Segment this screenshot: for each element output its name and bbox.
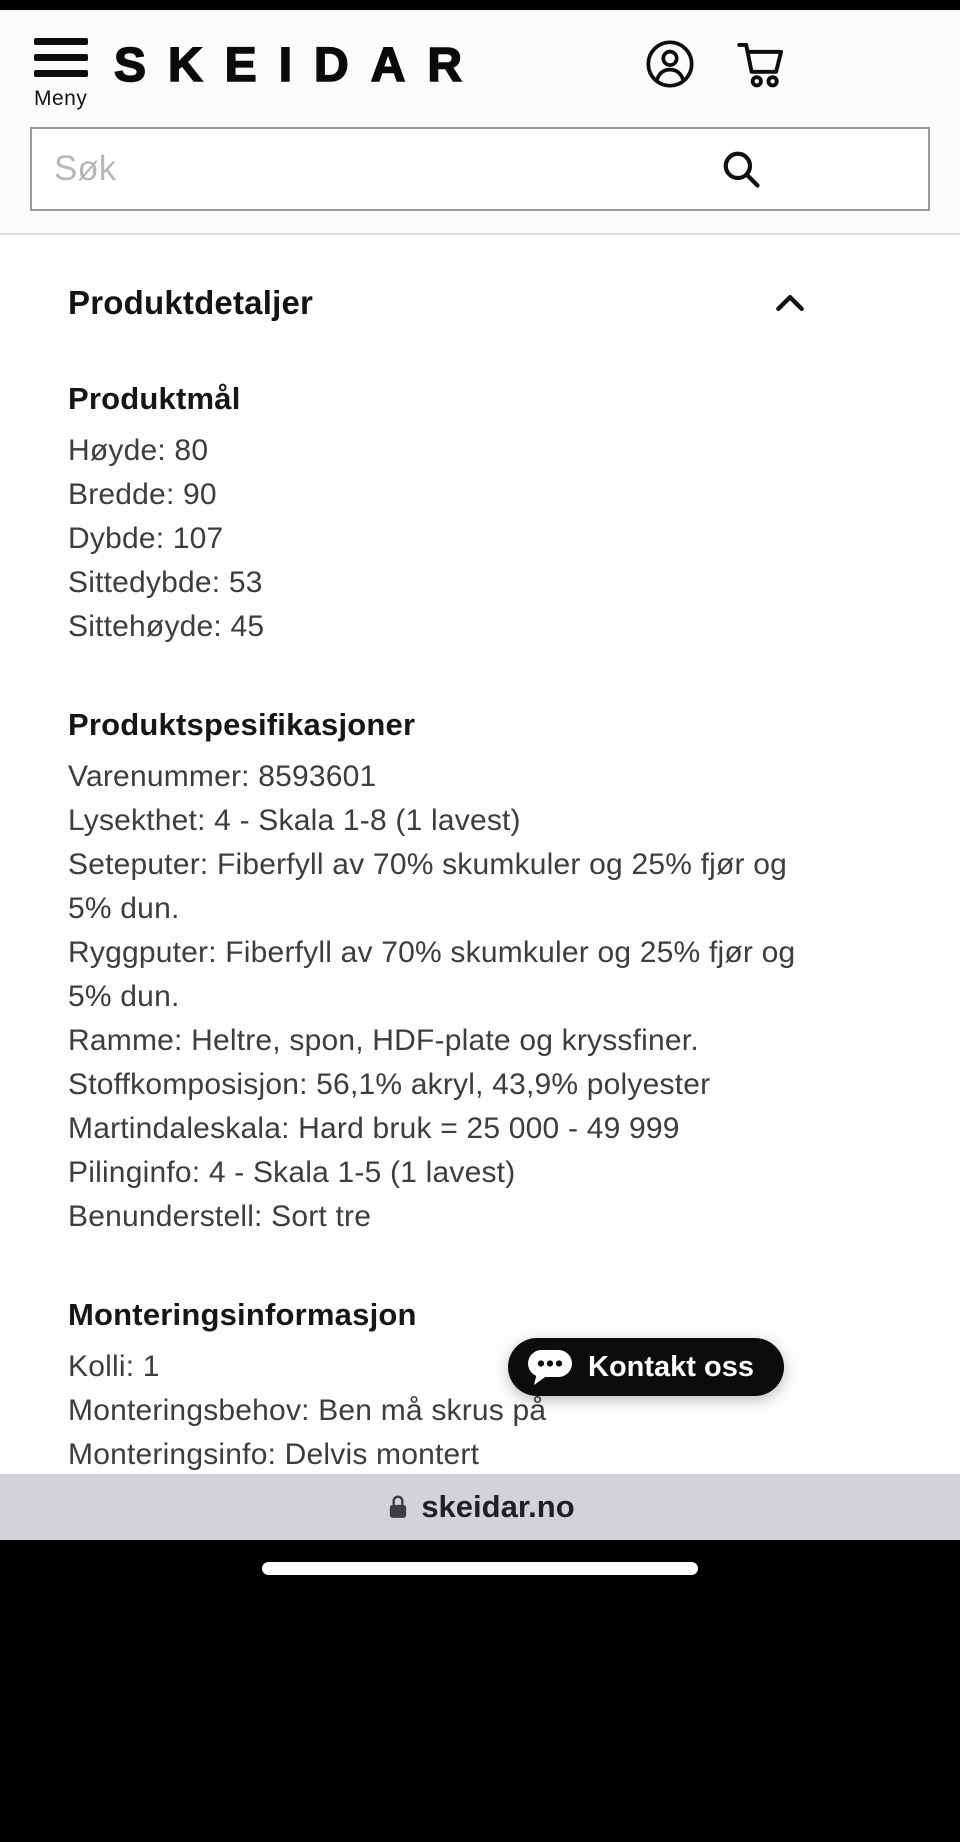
bottom-black-strip: [0, 1540, 960, 1842]
contact-us-button[interactable]: [508, 1338, 784, 1396]
spec-line: Stoffkomposisjon: 56,1% akryl, 43,9% polyester: [68, 1068, 711, 1101]
product-details-accordion-toggle[interactable]: [68, 283, 810, 323]
site-header: [0, 10, 960, 115]
section-produktspesifikasjoner: [68, 705, 810, 1239]
spec-line: Monteringsbehov: Ben må skrus på: [68, 1394, 547, 1427]
section-heading: Produktmål: [68, 381, 241, 416]
browser-address-bar[interactable]: [0, 1474, 960, 1540]
accordion-title: Produktdetaljer: [68, 284, 314, 321]
spec-line: Seteputer: Fiberfyll av 70% skumkuler og 25% fjør og 5% dun.: [68, 848, 788, 925]
chat-bubble-icon: [526, 1346, 574, 1388]
contact-us-label: Kontakt oss: [588, 1350, 754, 1383]
search-row: [0, 115, 960, 233]
cart-icon[interactable]: [736, 38, 788, 90]
account-icon[interactable]: [644, 38, 696, 90]
menu-label: Meny: [34, 87, 88, 110]
chevron-up-icon: [770, 283, 810, 323]
section-produktmal: [68, 379, 810, 649]
search-box: [30, 127, 930, 211]
section-heading: Produktspesifikasjoner: [68, 707, 416, 742]
spec-line: Dybde: 107: [68, 522, 224, 555]
header-icons: [644, 38, 788, 90]
spec-line: Pilinginfo: 4 - Skala 1-5 (1 lavest): [68, 1156, 516, 1189]
spec-line: Høyde: 80: [68, 434, 209, 467]
spec-line: Varenummer: 8593601: [68, 760, 377, 793]
spec-line: Benunderstell: Sort tre: [68, 1200, 372, 1233]
lock-icon: [385, 1492, 411, 1522]
spec-line: Sittehøyde: 45: [68, 610, 265, 643]
search-icon[interactable]: [719, 147, 763, 191]
spec-line: Monteringsinfo: Delvis montert: [68, 1438, 480, 1471]
spec-line: Bredde: 90: [68, 478, 217, 511]
site-logo[interactable]: SKEIDAR: [114, 39, 485, 92]
spec-line: Lysekthet: 4 - Skala 1-8 (1 lavest): [68, 804, 521, 837]
section-heading: Monteringsinformasjon: [68, 1297, 417, 1332]
address-bar-url: skeidar.no: [421, 1489, 575, 1524]
spec-line: Ramme: Heltre, spon, HDF-plate og kryssfiner.: [68, 1024, 699, 1057]
product-details-panel: [0, 235, 960, 1474]
spec-line: Kolli: 1: [68, 1350, 160, 1383]
home-indicator[interactable]: [262, 1562, 698, 1575]
spec-line: Sittedybde: 53: [68, 566, 263, 599]
hamburger-icon: [34, 34, 88, 77]
status-bar-strip: [0, 0, 960, 10]
spec-line: Ryggputer: Fiberfyll av 70% skumkuler og 25% fjør og 5% dun.: [68, 936, 796, 1013]
spec-line: Martindaleskala: Hard bruk = 25 000 - 49 999: [68, 1112, 680, 1145]
menu-button[interactable]: [34, 34, 88, 111]
search-input[interactable]: [32, 149, 928, 189]
